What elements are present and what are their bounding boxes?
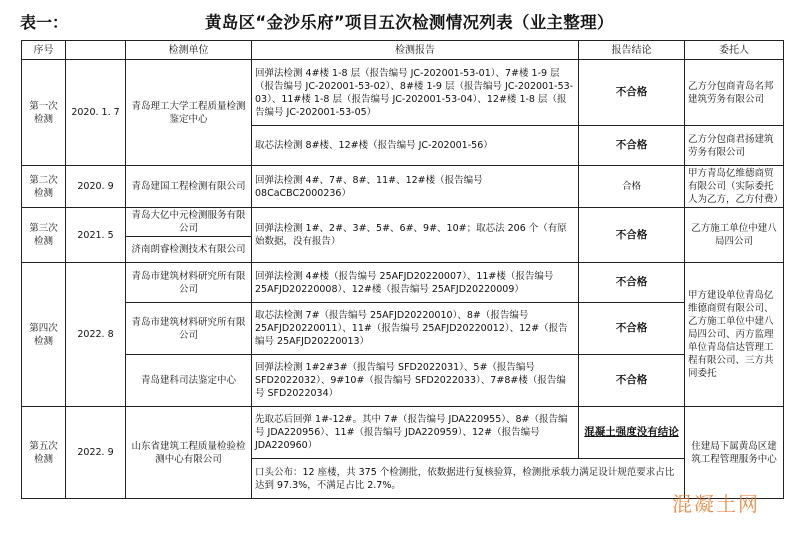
title-row	[0, 4, 800, 38]
table-row	[22, 60, 784, 126]
report-cell: 回弹法检测 4#、7#、8#、11#、12#楼（报告编号 08CaCBC2000236）	[252, 166, 579, 208]
conclusion-cell: 合格	[579, 166, 685, 208]
conclusion-cell: 不合格	[579, 208, 685, 263]
unit-cell: 济南朗睿检测技术有限公司	[126, 237, 252, 263]
header-seq: 序号	[22, 41, 66, 60]
report-cell: 回弹法检测 1#、2#、3#、5#、6#、9#、10#；取芯法 206 个（有原始数据，没有报告）	[252, 208, 579, 263]
report-cell: 取芯法检测 7#（报告编号 25AFJD20220010）、8#（报告编号 25AFJD20220011）、11#（报告编号 25AFJD20220012）、12#（报告编号 25AFJD20220013）	[252, 303, 579, 355]
seq-cell: 第四次检测	[22, 263, 66, 407]
conclusion-cell: 混凝土强度没有结论	[579, 407, 685, 459]
conclusion-cell: 不合格	[579, 263, 685, 303]
header-unit: 检测单位	[126, 41, 252, 60]
table-row	[22, 208, 784, 237]
unit-cell: 青岛大亿中元检测服务有限公司	[126, 208, 252, 237]
unit-cell: 青岛市建筑材料研究所有限公司	[126, 263, 252, 303]
conclusion-cell: 不合格	[579, 303, 685, 355]
table-row	[22, 303, 784, 355]
inspection-table	[21, 40, 784, 499]
table-label: 表一：	[20, 13, 69, 32]
date-cell: 2020. 9	[66, 166, 126, 208]
unit-cell: 青岛理工大学工程质量检测鉴定中心	[126, 60, 252, 166]
unit-cell: 青岛市建筑材料研究所有限公司	[126, 303, 252, 355]
report-cell: 口头公布：12 座楼，共 375 个检测批，依数据进行复核验算，检测批承载力满足设计规范要求占比达到 97.3%，不满足占比 2.7%。	[252, 459, 685, 499]
seq-cell: 第二次检测	[22, 166, 66, 208]
header-row	[22, 41, 784, 60]
table-row	[22, 263, 784, 303]
conclusion-cell: 不合格	[579, 60, 685, 126]
client-cell: 甲方青岛亿维德商贸有限公司（实际委托人为乙方，乙方付费）	[685, 166, 784, 208]
conclusion-cell: 不合格	[579, 355, 685, 407]
client-cell: 住建局下属黄岛区建筑工程管理服务中心	[685, 407, 784, 499]
date-cell: 2020. 1. 7	[66, 60, 126, 166]
header-conclusion: 报告结论	[579, 41, 685, 60]
unit-cell: 山东省建筑工程质量检验检测中心有限公司	[126, 407, 252, 499]
watermark: 混凝土网	[672, 492, 760, 516]
table-row	[22, 407, 784, 459]
seq-cell: 第五次检测	[22, 407, 66, 499]
date-cell: 2022. 8	[66, 263, 126, 407]
client-cell: 乙方施工单位中建八局四公司	[685, 208, 784, 263]
report-cell: 回弹法检测 1#2#3#（报告编号 SFD2022031）、5#（报告编号 SFD2022032）、9#10#（报告编号 SFD2022033）、7#8#楼（报告编号 SFD2022034）	[252, 355, 579, 407]
report-cell: 先取芯后回弹 1#-12#。其中 7#（报告编号 JDA220955）、8#（报告编号 JDA220956）、11#（报告编号 JDA220959）、12#（报告编号 JDA220960）	[252, 407, 579, 459]
report-cell: 回弹法检测 4#楼 1-8 层（报告编号 JC-202001-53-01）、7#楼 1-9 层（报告编号 JC-202001-53-02）、8#楼 1-9 层（报告编号 JC-202001-53-03）、11#楼 1-8 层（报告编号 JC-202001-53-04）、12#楼 1-8 层（报告编号 JC-202001-53-05）	[252, 60, 579, 126]
seq-cell: 第一次检测	[22, 60, 66, 166]
header-client: 委托人	[685, 41, 784, 60]
report-cell: 回弹法检测 4#楼（报告编号 25AFJD20220007）、11#楼（报告编号 25AFJD20220008）、12#楼（报告编号 25AFJD20220009）	[252, 263, 579, 303]
header-date	[66, 41, 126, 60]
date-cell: 2021. 5	[66, 208, 126, 263]
client-cell: 乙方分包商青岛名邦建筑劳务有限公司	[685, 60, 784, 126]
unit-cell: 青岛建国工程检测有限公司	[126, 166, 252, 208]
unit-cell: 青岛建科司法鉴定中心	[126, 355, 252, 407]
table-row	[22, 355, 784, 407]
client-cell: 乙方分包商君扬建筑劳务有限公司	[685, 126, 784, 166]
document-title: 黄岛区“金沙乐府”项目五次检测情况列表（业主整理）	[205, 13, 614, 32]
table-row	[22, 166, 784, 208]
date-cell: 2022. 9	[66, 407, 126, 499]
client-cell: 甲方建设单位青岛亿维德商贸有限公司、乙方施工单位中建八局四公司、丙方监理单位青岛信达管理工程有限公司、三方共同委托	[685, 263, 784, 407]
conclusion-cell: 不合格	[579, 126, 685, 166]
header-report: 检测报告	[252, 41, 579, 60]
seq-cell: 第三次检测	[22, 208, 66, 263]
report-cell: 取芯法检测 8#楼、12#楼（报告编号 JC-202001-56）	[252, 126, 579, 166]
